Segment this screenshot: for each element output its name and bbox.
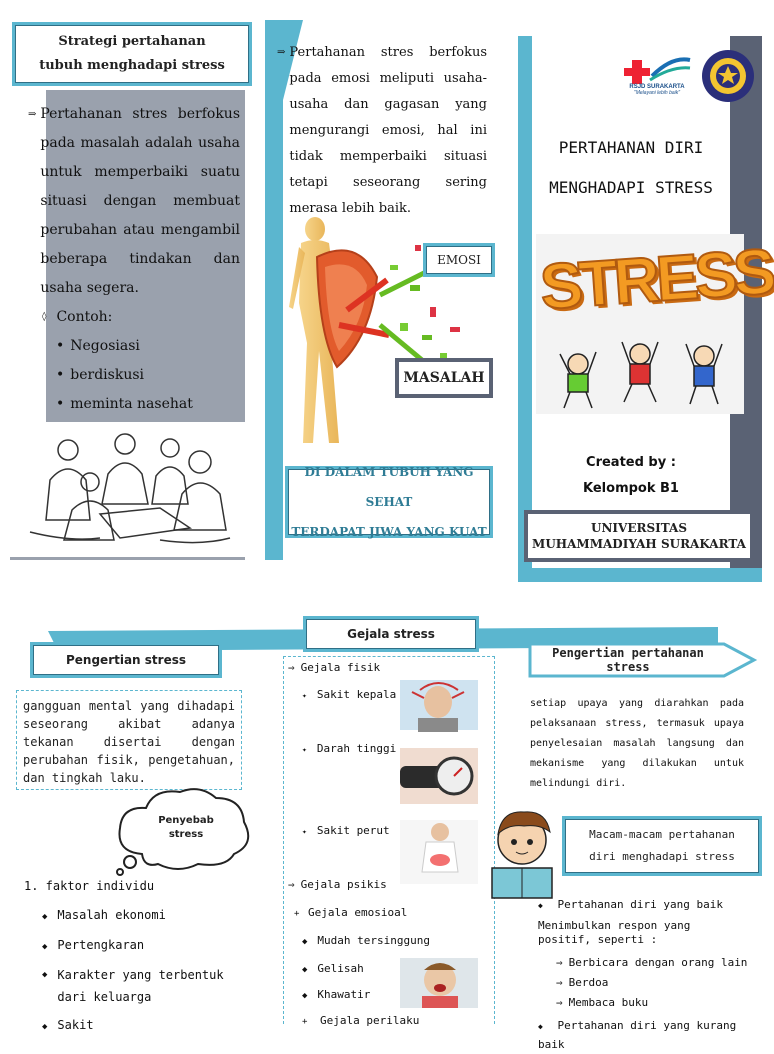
rsjd-logo-text: RSJD SURAKARTA [629,84,685,90]
example-list [28,332,240,419]
faktor-section [24,876,264,1038]
university-box [524,510,754,562]
gejala-fisik-label: ⇒ Gejala fisik [288,660,488,676]
pengertian-text: gangguan mental yang dihadapi seseorang akibat adanya tekanan disertai dengan perubahan fisik, pengetahuan, dan tingkah laku. [23,699,235,785]
pengertian-title [30,642,222,678]
gejala-perilaku-label [302,1014,419,1027]
cover-title [532,128,730,208]
gejala-perilaku-text: Gejala perilaku [320,1014,420,1027]
diamond-icon: ◆ [538,1022,543,1031]
list-item: ⇒ Membaca buku [556,993,760,1013]
pengertian-text-box [16,690,242,790]
diamond-icon: ◆ [42,970,48,980]
fisik-item-2: ✦ Darah tinggi [302,742,396,755]
plus-icon: + [294,909,300,919]
label-emosi [423,243,495,277]
kurang-label-row [538,1017,760,1054]
list-item: ⇒ Berbicara dengan orang lain [556,953,760,973]
list-item: • Negosiasi [56,332,240,361]
faktor-list [24,904,264,1038]
motto-line-2: TERDAPAT JIWA YANG KUAT [291,525,487,539]
cover-title-line-1: PERTAHANAN DIRI [558,138,704,157]
stomachache-photo [400,820,478,884]
cover-title-line-2: MENGHADAPI STRESS [549,178,713,197]
panel-1-title-text: Strategi pertahanan tubuh menghadapi stress [39,34,225,73]
panel-1-title [12,22,252,86]
penyebab-cloud [112,784,260,876]
contoh-label: Contoh: [56,309,113,325]
label-masalah-text: MASALAH [403,370,485,386]
headache-photo [400,680,478,730]
pengertian-pertahanan-text: setiap upaya yang diarahkan pada pelaksanaan stress, termasuk upaya penyelesaian masalah langsung dan mekanisme yang dilakukan untuk melindungi diri. [530,698,744,789]
diamond-outline-icon: ◊ [42,312,47,322]
panel-2-para: Pertahanan stres berfokus pada emosi meliputi usaha-usaha dan gagasan yang mengurangi emosi, hal ini tidak memperbaiki situasi tetapi seseorang sering merasa lebih baik. [289,45,487,216]
emosional-item-2: ◆ Gelisah [302,962,364,975]
gejala-title [303,616,479,652]
list-item: ◆ Pertengkaran [42,934,264,958]
panel-1-body [28,100,240,419]
group-name: Kelompok B1 [583,481,679,496]
baik-desc: Menimbulkan respon yang positif, seperti : [538,919,691,946]
diamond-icon: ◆ [538,901,543,910]
list-item: ◆ Masalah ekonomi [42,904,264,928]
fisik-item-1: ✦ Sakit kepala [302,688,396,701]
fisik-item-3: ✦ Sakit perut [302,824,390,837]
penyebab-label-text: Penyebab stress [158,815,214,840]
boy-reading-illustration [486,808,562,902]
gejala-content [288,660,488,1027]
baik-label: Pertahanan diri yang baik [557,898,724,911]
panel-3-blue-strip [518,36,532,582]
baik-list [538,953,760,1013]
rsjd-logo [622,56,692,106]
gejala-psikis-label: ⇒ Gejala psikis [288,878,387,891]
label-masalah [395,358,493,398]
kurang-label: Pertahanan diri yang kurang baik [538,1019,737,1051]
arrow-icon: ⇒ [28,109,37,120]
macam-title-text: Macam-macam pertahanan diri menghadapi stress [589,828,735,863]
baik-label-row [538,896,760,915]
pengertian-pertahanan-arrow [528,642,756,678]
panel-1-para: Pertahanan stres berfokus pada masalah adalah usaha untuk memperbaiki suatu situasi dengan membuat perubahan atau mengambil beberapa tindakan dan usaha segera. [40,106,240,296]
list-item: ◆ Sakit [42,1014,264,1038]
gejala-emosional-label [294,906,407,919]
university-name: UNIVERSITAS MUHAMMADIYAH SURAKARTA [532,521,746,551]
faktor-label: 1. faktor individu [24,879,155,893]
label-emosi-text: EMOSI [437,253,481,267]
macam-content [538,896,760,1054]
panel-3-bottom-strip [518,568,762,582]
panel-2-body [277,40,487,222]
plus-icon: + [302,1017,308,1027]
crying-child-photo [400,958,478,1008]
list-item: • meminta nasehat [56,390,240,419]
pengertian-pertahanan-title [528,642,728,678]
stress-word: STRESS [537,234,774,324]
gejala-emosional-text: Gejala emosioal [308,906,408,919]
university-seal [700,48,756,104]
list-item [42,964,264,1008]
rsjd-logo-tagline: "Melayani lebih baik" [633,90,681,96]
stress-illustration [536,234,774,414]
panel-3 [518,36,774,582]
pengertian-pertahanan-title-text: Pengertian pertahanan stress [552,646,704,674]
penyebab-label [146,810,226,846]
created-by-block [532,448,730,504]
panel-1 [10,20,255,560]
emosional-item-3: ◆ Khawatir [302,988,370,1001]
list-item: ⇒ Berdoa [556,973,760,993]
emosional-item-1: ◆ Mudah tersinggung [302,934,430,947]
motto-line-1: DI DALAM TUBUH YANG SEHAT [304,465,474,509]
list-item: • berdiskusi [56,361,240,390]
macam-title [562,816,762,876]
gejala-title-text: Gejala stress [347,627,435,641]
created-by-label: Created by : [586,455,676,470]
contoh-label-row [28,303,240,332]
list-item-text: Karakter yang terbentuk dari keluarga [57,968,224,1004]
discussion-sketch-image [10,422,245,557]
panel-2 [265,20,505,560]
pengertian-title-text: Pengertian stress [65,653,186,667]
motto-box [285,466,493,538]
arrow-icon: ⇒ [277,47,286,58]
blood-pressure-photo [400,748,478,804]
